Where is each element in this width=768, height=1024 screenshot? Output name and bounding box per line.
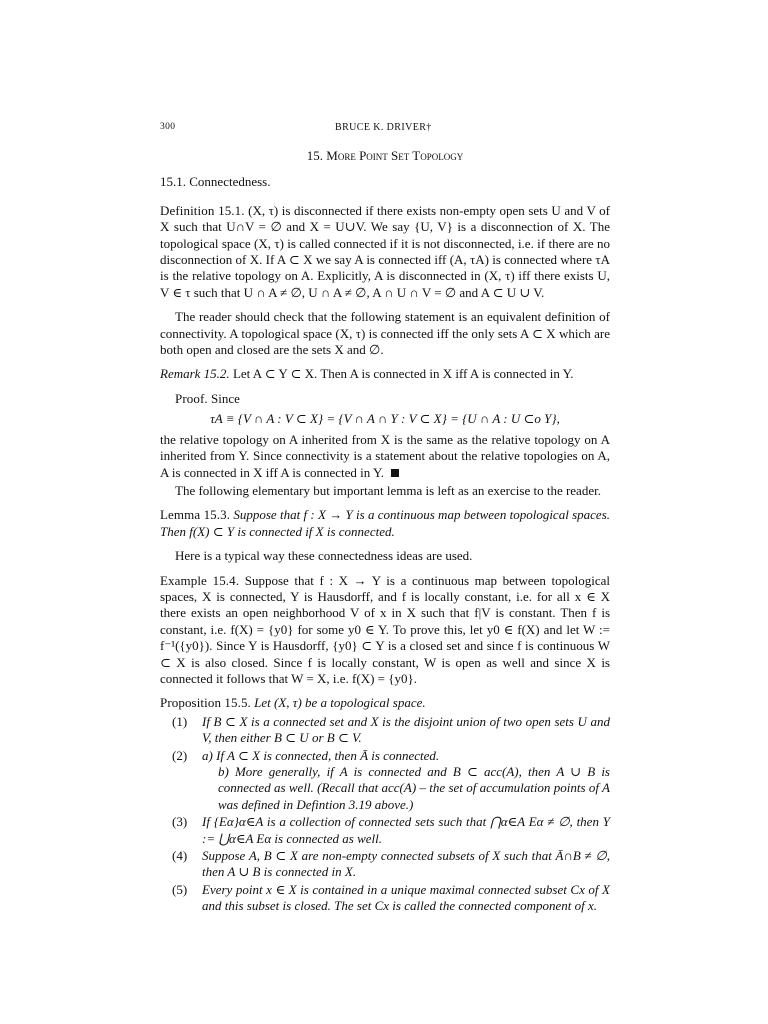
proof-lead: Since	[211, 390, 240, 406]
item-number: (5)	[172, 881, 188, 897]
subsection-title: 15.1. Connectedness.	[160, 174, 271, 190]
item-text: Suppose A, B ⊂ X are non-empty connected subsets of X such that Ā∩B ≠ ∅, then A ∪ B is connected in X.	[202, 848, 610, 880]
item-text: If B ⊂ X is a connected set and X is the disjoint union of two open sets U and V, then either B ⊂ U or B ⊂ V.	[202, 713, 610, 746]
example-15-4	[160, 573, 610, 688]
item-number: (1)	[172, 713, 188, 729]
proposition-text: Let (X, τ) be a topological space.	[254, 695, 426, 711]
list-item	[160, 882, 610, 915]
proof-label: Proof.	[175, 390, 208, 406]
section-title: 15. More Point Set Topology	[306, 148, 464, 163]
example-label: Example 15.4.	[160, 572, 240, 588]
proof-display-equation: τA ≡ {V ∩ A : V ⊂ X} = {V ∩ A ∩ Y : V ⊂ X} = {U ∩ A : U ⊂o Y},	[210, 411, 560, 427]
definition-15-1	[160, 203, 610, 301]
typical-use-paragraph: Here is a typical way these connectedness ideas are used.	[175, 548, 473, 564]
proof-block	[160, 391, 610, 481]
item-subtext: b) More generally, if A is connected and B ⊂ acc(A), then A ∪ B is connected as well. (Recall that acc(A) – the set of accumulation points of A was defined in Defintion 3.19 above.)	[218, 764, 610, 812]
remark-text: Let A ⊂ Y ⊂ X. Then A is connected in X iff A is connected in Y.	[232, 366, 574, 382]
list-item	[160, 714, 610, 747]
item-number: (4)	[172, 848, 188, 864]
definition-text: (X, τ) is disconnected if there exists non-empty open sets U and V of X such that U∩V = ∅ and X = U∪V. We say {U, V} is a disconnection of X. The topological space (X, τ) is called connected if it is not disconnected, i.e. if there are no disconnection of X. If A ⊂ X we say A is connected iff (A, τA) is connected where τA is the relative topology on A. Explicitly, A is disconnected in (X, τ) iff there exists U, V ∈ τ such that U ∩ A ≠ ∅, U ∩ A ≠ ∅, A ∩ U ∩ V = ∅ and A ⊂ U ∪ V.	[160, 202, 610, 300]
list-item	[160, 848, 610, 881]
main-content	[160, 148, 610, 916]
running-header	[160, 122, 610, 138]
qed-square-icon	[391, 469, 399, 477]
lemma-intro-paragraph: The following elementary but important lemma is left as an exercise to the reader.	[175, 482, 601, 498]
proposition-label: Proposition 15.5.	[160, 695, 251, 711]
list-item	[160, 748, 610, 814]
lemma-15-3	[160, 507, 610, 540]
lemma-text: Suppose that f : X → Y is a continuous map between topological spaces. Then f(X) ⊂ Y is connected if X is connected.	[160, 507, 610, 539]
definition-label: Definition 15.1.	[160, 202, 245, 218]
equivalent-definition-paragraph: The reader should check that the following statement is an equivalent definition of connectivity. A topological space (X, τ) is connected iff the only sets A ⊂ X which are both open and closed are the sets X and ∅.	[160, 309, 610, 358]
item-number: (3)	[172, 814, 188, 830]
item-text: Every point x ∈ X is contained in a unique maximal connected subset Cx of X and this subset is closed. The set Cx is called the connected component of x.	[202, 881, 610, 914]
remark-15-2	[160, 366, 610, 382]
item-text: a) If A ⊂ X is connected, then Ā is connected.	[202, 747, 440, 763]
proposition-15-5	[160, 695, 610, 914]
item-number: (2)	[172, 747, 188, 763]
example-text: Suppose that f : X → Y is a continuous map between topological spaces, X is connected, Y is Hausdorff, and f is locally constant, i.e. for all x ∈ X there exists an open neighborhood V of x in X such that f|V is constant. Then f is constant, i.e. f(X) = {y0} for some y0 ∈ Y. To prove this, let y0 ∈ f(X) and let W := f⁻¹({y0}). Since Y is Hausdorff, {y0} ⊂ Y is a closed set and since f is continuous W ⊂ X is also closed. Since f is locally constant, W is open as well and since X is connected it follows that W = X, i.e. f(X) = {y0}.	[160, 572, 610, 686]
running-author: BRUCE K. DRIVER†	[335, 122, 432, 133]
page-number: 300	[160, 122, 176, 132]
proposition-items	[160, 714, 610, 915]
proof-text: the relative topology on A inherited from X is the same as the relative topology on A inherited from Y. Since connectivity is a statement about the relative topologies on A, A is connected in X iff A is connected in Y.	[160, 431, 610, 480]
remark-label: Remark 15.2.	[160, 366, 230, 382]
list-item	[160, 814, 610, 847]
item-text: If {Eα}α∈A is a collection of connected sets such that ⋂α∈A Eα ≠ ∅, then Y := ⋃α∈A Eα is connected as well.	[202, 814, 610, 846]
lemma-label: Lemma 15.3.	[160, 507, 231, 523]
